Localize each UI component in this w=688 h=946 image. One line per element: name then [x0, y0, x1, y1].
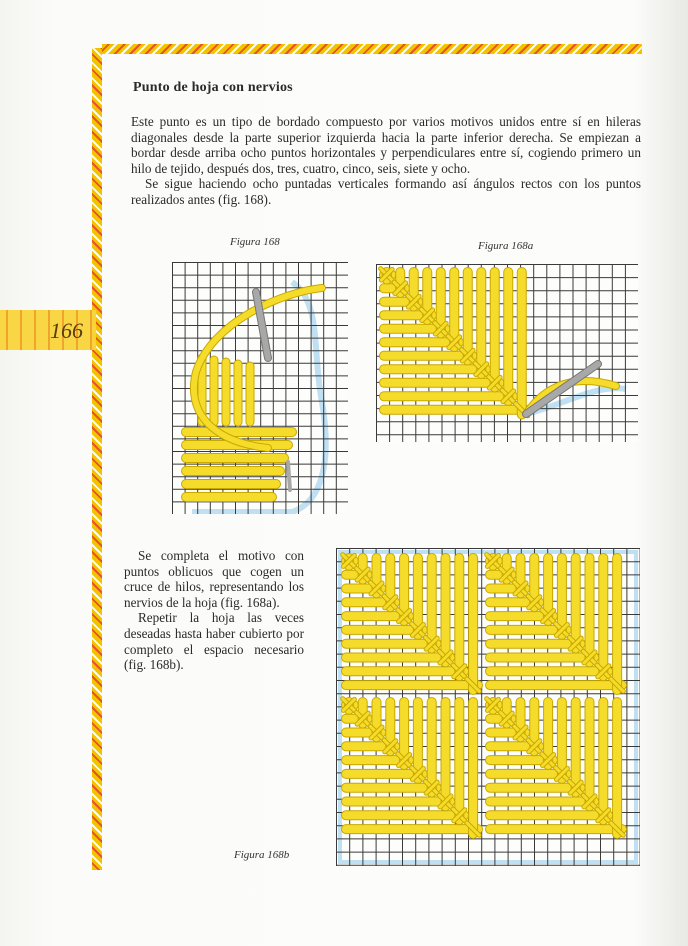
caption-fig-168b: Figura 168b: [234, 849, 290, 861]
side-paragraph-2: Repetir la hoja las veces deseadas hasta haber cubierto por completo el espacio necesario (fig. 168b).: [124, 610, 304, 673]
caption-fig-168a: Figura 168a: [478, 240, 534, 252]
side-text: [124, 548, 304, 673]
side-paragraph-1: Se completa el motivo con puntos oblicuos que cogen un cruce de hilos, representando los nervios de la hoja (fig. 168a).: [124, 548, 304, 610]
decorative-border-left: [92, 48, 102, 870]
caption-fig-168: Figura 168: [230, 236, 280, 248]
paragraph-2: Se sigue haciendo ocho puntadas verticales formando así ángulos rectos con los puntos realizados antes (fig. 168).: [131, 176, 641, 207]
figure-168a-illustration: [376, 264, 638, 442]
paragraph-1: Este punto es un tipo de bordado compuesto por varios motivos unidos entre sí en hileras diagonales desde la parte superior izquierda hacia la parte inferior derecha. Se empiezan a bordar desde arriba ocho puntos horizontales y perpendiculares entre sí, cogiendo primero un hilo de tejido, después dos, tres, cuatro, cinco, seis, siete y ocho.: [131, 114, 641, 176]
section-title: Punto de hoja con nervios: [133, 80, 293, 95]
figure-168-illustration: [172, 262, 348, 514]
page-number: 166: [50, 318, 83, 343]
intro-text: [131, 114, 641, 208]
decorative-border-top: [102, 44, 642, 54]
needle-small: [288, 462, 290, 490]
figure-168b-illustration: [336, 548, 640, 866]
